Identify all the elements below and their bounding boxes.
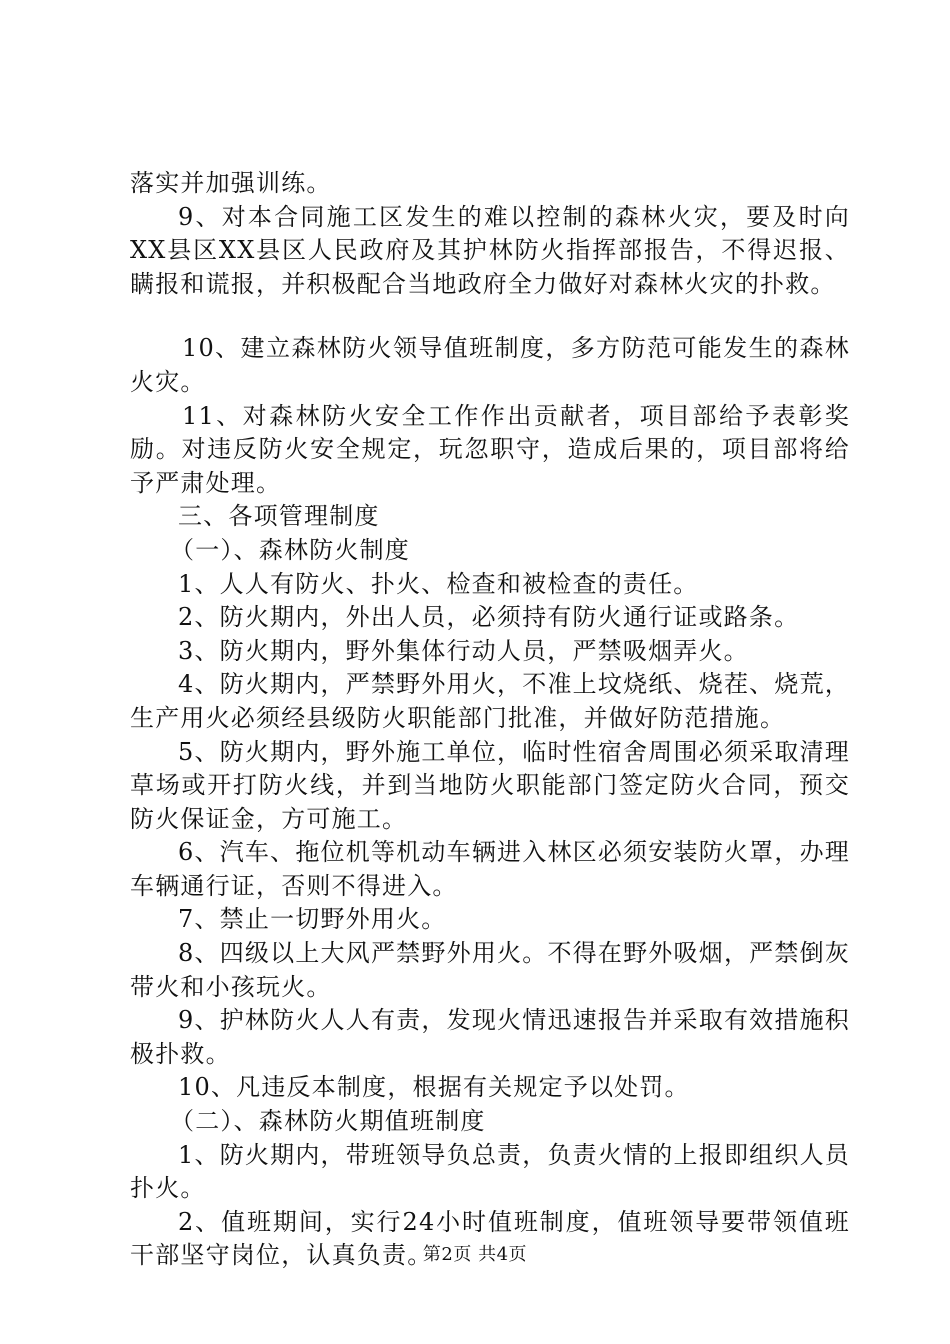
rule-item-3: 3、防火期内，野外集体行动人员，严禁吸烟弄火。 <box>178 636 749 665</box>
rule-item-10: 10、凡违反本制度，根据有关规定予以处罚。 <box>178 1073 690 1102</box>
subsection-heading-fire-prevention: （一）、森林防火制度 <box>170 535 410 564</box>
section-heading-management: 三、各项管理制度 <box>178 502 380 531</box>
paragraph-continuation: 落实并加强训练。 <box>130 169 332 197</box>
duty-item-1: 1、防火期内，带班领导负总责，负责火情的上报即组织人员扑火。 <box>130 1140 850 1203</box>
rule-item-7: 7、禁止一切野外用火。 <box>178 905 447 934</box>
duty-item-2: 2、值班期间，实行24小时值班制度，值班领导要带领值班干部坚守岗位，认真负责。 <box>130 1207 850 1270</box>
page-number-footer: 第2页 共4页 <box>422 1244 528 1265</box>
paragraph-item-9-fire-report: 9、对本合同施工区发生的难以控制的森林火灾，要及时向XX县区XX县区人民政府及其护林防火指挥部报告，不得迟报、瞒报和谎报，并积极配合当地政府全力做好对森林火灾的扑救。 <box>130 202 850 298</box>
document-body <box>130 167 850 1273</box>
rule-item-8: 8、四级以上大风严禁野外用火。不得在野外吸烟，严禁倒灰带火和小孩玩火。 <box>130 939 850 1001</box>
subsection-heading-duty-system: （二）、森林防火期值班制度 <box>170 1107 486 1136</box>
rule-item-2: 2、防火期内，外出人员，必须持有防火通行证或路条。 <box>178 603 800 632</box>
rule-item-1: 1、人人有防火、扑火、检查和被检查的责任。 <box>178 569 699 598</box>
rule-item-5: 5、防火期内，野外施工单位，临时性宿舍周围必须采取清理草场或开打防火线，并到当地防火职能部门签定防火合同，预交防火保证金，方可施工。 <box>130 737 850 833</box>
rule-item-4: 4、防火期内，严禁野外用火，不准上坟烧纸、烧茬、烧荒，生产用火必须经县级防火职能部门批准，并做好防范措施。 <box>130 670 850 732</box>
paragraph-item-10-duty-system: 10、建立森林防火领导值班制度，多方防范可能发生的森林火灾。 <box>130 334 850 396</box>
rule-item-9: 9、护林防火人人有责，发现火情迅速报告并采取有效措施积极扑救。 <box>130 1006 850 1068</box>
paragraph-item-11-rewards: 11、对森林防火安全工作作出贡献者，项目部给予表彰奖励。对违反防火安全规定，玩忽职守，造成后果的，项目部将给予严肃处理。 <box>130 401 850 497</box>
rule-item-6: 6、汽车、拖位机等机动车辆进入林区必须安装防火罩，办理车辆通行证，否则不得进入。 <box>130 838 850 900</box>
